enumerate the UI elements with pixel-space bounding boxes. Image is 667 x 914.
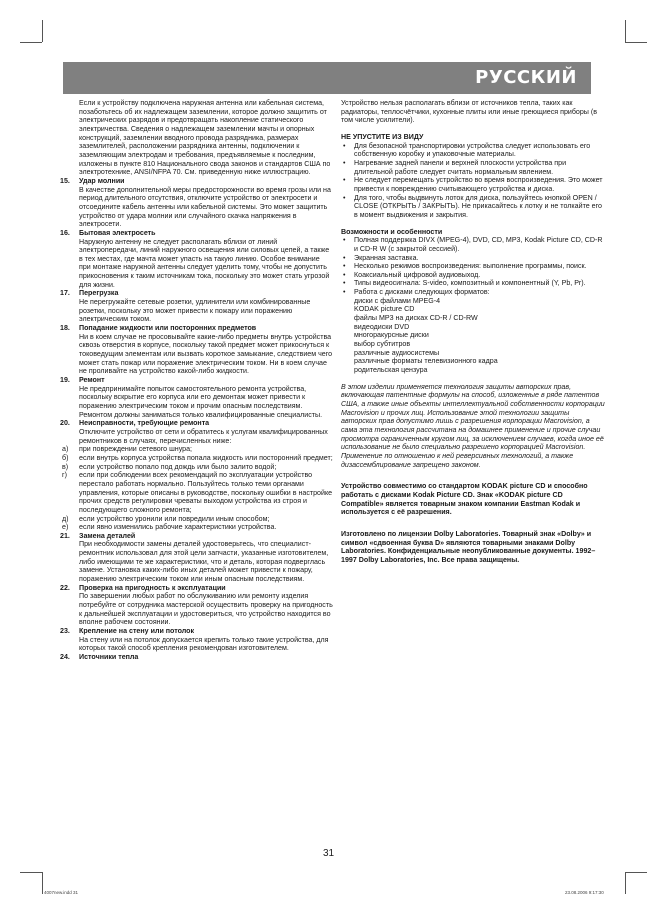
section-number: 23.: [60, 627, 70, 636]
list-item-text: если явно изменились рабочие характеристики устройства.: [79, 523, 277, 532]
heat-sources-continuation: Устройство нельзя располагать вблизи от источников тепла, таких как радиаторы, теплосчётчики, кухонные плиты или иные греющиеся приборы (в том числе усилители).: [341, 99, 598, 125]
section-22: [60, 584, 333, 627]
bullet-icon: •: [343, 141, 346, 150]
crop-mark: [625, 872, 647, 873]
bullet-item: [341, 236, 606, 253]
bullet-text: Нагревание задней панели и верхней плоскости устройства при длительной работе следует считать нормальным явлением.: [354, 158, 567, 176]
section-number: 20.: [60, 419, 70, 428]
section-number: 21.: [60, 531, 70, 540]
section-21: [60, 532, 333, 584]
section-text: Не перегружайте сетевые розетки, удлинители или комбинированные розетки, поскольку это может привести к пожару или поражению электрическим током.: [79, 298, 311, 324]
crop-mark: [20, 872, 42, 873]
list-item-text: если при соблюдении всех рекомендаций по эксплуатации устройство перестало работать нормально. Пользуйтесь только теми органами управления, которые описаны в руководстве, поскольку ошибки в настройке прочих средств регулировки чреваты выходом устройства из строя и последующего сложного ремонта;: [79, 471, 333, 514]
section-heading: Попадание жидкости или посторонних предметов: [79, 324, 257, 333]
list-item: [60, 523, 333, 532]
section-text: По завершении любых работ по обслуживанию или ремонту изделия потребуйте от сотрудника мастерской осуществить проверку на пригодность к дальнейшей эксплуатации и удостовериться, что устройство находится во вполне рабочем состоянии.: [79, 592, 333, 627]
forget-heading: НЕ УПУСТИТЕ ИЗ ВИДУ: [341, 132, 424, 141]
section-heading: Крепление на стену или потолок: [79, 627, 195, 636]
format-item: различные аудиосистемы: [354, 348, 440, 357]
bullet-icon: •: [343, 270, 346, 279]
section-number: 15.: [60, 176, 70, 185]
list-marker: в): [62, 462, 69, 471]
bullet-text: Работа с дисками следующих форматов:: [354, 288, 490, 297]
section-17: [60, 289, 333, 324]
section-15: [60, 177, 333, 229]
section-text: Не предпринимайте попыток самостоятельного ремонта устройства, поскольку вскрытие его корпуса или его демонтаж может привести к поражению электрическим током и прочим опасным последствиям. Ремонтом должны заниматься только квалифицированные специалисты.: [79, 384, 323, 419]
bullet-text: Для того, чтобы выдвинуть лоток для диска, пользуйтесь кнопкой OPEN / CLOSE (ОТКРЫТЬ / ЗАКРЫТЬ). Не прикасайтесь к лотку и не толкайте его в момент выдвижения и закрытия.: [354, 193, 602, 219]
language-title: РУССКИЙ: [475, 67, 577, 88]
list-item-text: если устройство попало под дождь или было залито водой;: [79, 462, 277, 471]
bullet-icon: •: [343, 176, 346, 185]
format-item: диски с файлами MPEG-4: [354, 296, 441, 305]
section-heading: Перегрузка: [79, 289, 119, 298]
section-number: 22.: [60, 583, 70, 592]
list-marker: е): [62, 523, 69, 532]
format-item: выбор субтитров: [354, 340, 411, 349]
list-item-text: при повреждении сетевого шнура;: [79, 445, 193, 454]
format-item: многоракурсные диски: [354, 331, 429, 340]
bullet-item: [341, 142, 606, 159]
section-23: [60, 627, 333, 653]
bullet-icon: •: [343, 193, 346, 202]
crop-mark: [625, 20, 626, 42]
list-marker: д): [62, 514, 69, 523]
list-item: [60, 471, 333, 514]
format-item: файлы MP3 на дисках CD-R / CD-RW: [354, 314, 478, 323]
section-text: При необходимости замены деталей удостоверьтесь, что специалист-ремонтник использовал для этой цели запчасти, указанные изготовителем, либо имеющими те же характеристики, что и деталь, которая подверглась замене. Установка каких-либо иных деталей может привести к пожару, поражению электрическим током или иным опасным последствиям.: [79, 540, 329, 584]
bullet-item: [341, 262, 606, 271]
right-column: [341, 99, 606, 565]
section-heading: Удар молнии: [79, 176, 125, 185]
format-item: родительская цензура: [354, 366, 428, 375]
list-item-text: если устройство уронили или повредили иным способом;: [79, 514, 270, 523]
section-heading: Бытовая электросеть: [79, 228, 156, 237]
language-banner: [63, 62, 591, 94]
format-item: видеодиски DVD: [354, 322, 410, 331]
section-24: [60, 653, 333, 662]
bullet-icon: •: [343, 279, 346, 288]
crop-mark: [625, 872, 626, 894]
section-number: 19.: [60, 376, 70, 384]
section-heading: Ремонт: [79, 376, 105, 384]
features-heading: Возможности и особенности: [341, 227, 443, 236]
section-18: [60, 324, 333, 376]
list-item: [60, 454, 333, 463]
section-heading: Замена деталей: [79, 531, 136, 540]
bullet-text: Полная поддержка DIVX (MPEG-4), DVD, CD, MP3, Kodak Picture CD, CD-R и CD-R W (с закрытой сессией).: [354, 236, 603, 253]
section-heading: Источники тепла: [79, 653, 139, 661]
bullet-text: Экранная заставка.: [354, 253, 419, 262]
list-marker: г): [62, 471, 67, 480]
page-number: 31: [323, 848, 335, 859]
bullet-item: [341, 288, 606, 297]
bullet-icon: •: [343, 262, 346, 271]
crop-mark: [42, 20, 43, 42]
list-marker: б): [62, 453, 69, 462]
antenna-grounding-paragraph: Если к устройству подключена наружная антенна или кабельная система, позаботьтесь об их надлежащем заземлении, которое должно защитить от электрических разрядов и предотвращать накопление статического электричества. Сведения о надлежащем заземлении мачты и опорных конструкций, заземлении вводного провода разрядника, размерах заземлителей, расположении разрядника антенны, подключении к заземляющим электродам и требования, предъявляемые к последним, изложены в пункте 810 Национального свода законов и стандартов США по электротехнике, ANSI/NFPA 70. См. приведенную ниже иллюстрацию.: [79, 99, 331, 177]
bullet-icon: •: [343, 236, 346, 245]
bullet-item: [341, 279, 606, 288]
bullet-item: [341, 176, 606, 193]
bullet-text: Не следует перемещать устройство во время воспроизведения. Это может привести к повреждению считывающего устройства и диска.: [354, 176, 603, 193]
macrovision-notice: В этом изделии применяется технология защиты авторских прав, включающая патентные формулы на способ, изложенные в ряде патентов США, а также иные объекты интеллектуальной собственности корпорации Macrovision и прочих лиц. Использование этой технологии защиты авторских прав допустимо лишь с разрешения корпорации Macrovision, а сама эта технология рассчитана на домашнее применение и прочие случаи просмотра ограниченным кругом лиц, за исключением случаев, когда иное её использование не было специально разрешено корпорацией Macrovision. Применение по отношению к ней реверсивных технологий, а также дизассемблирование запрещено законом.: [341, 382, 605, 469]
footer-file-info: 4007new.indd 31: [44, 890, 79, 895]
bullet-icon: •: [343, 288, 346, 297]
section-16: [60, 229, 333, 290]
crop-mark: [42, 872, 43, 894]
section-text: Наружную антенну не следует располагать вблизи от линий электропередачи, линий наружного освещения или силовых цепей, а также в тех местах, где мачта может упасть на такую линию. Особое внимание при монтаже наружной антенны следует уделить тому, чтобы не допустить прикосновения к таким источникам тока, поскольку это может стать угрозой для жизни.: [79, 237, 330, 289]
section-text: В качестве дополнительной меры предосторожности во время грозы или на период длительного отсутствия, отключите устройство от электросети и отсоедините кабель антенны или кабельной системы. Это может защитить устройство от удара молнии или случайного скачка напряжения в электросети.: [79, 185, 331, 229]
bullet-text: Несколько режимов воспроизведения: выполнение программы, поиск.: [354, 262, 587, 271]
bullet-item: [341, 159, 606, 176]
section-heading: Проверка на пригодность к эксплуатации: [79, 583, 226, 592]
section-number: 16.: [60, 228, 70, 237]
left-column: [60, 99, 333, 662]
crop-mark: [625, 42, 647, 43]
kodak-notice: Устройство совместимо со стандартом KODAK picture CD и способно работать с дисками Kodak Picture CD. Знак «KODAK picture CD Compatible» является товарным знаком компании Eastman Kodak и используется с её разрешения.: [341, 482, 588, 517]
bullet-icon: •: [343, 158, 346, 167]
bullet-text: Типы видеосигнала: S-video, композитный и компонентный (Y, Pb, Pr).: [354, 279, 586, 288]
section-heading: Неисправности, требующие ремонта: [79, 419, 210, 428]
section-text: На стену или на потолок допускается крепить только такие устройства, для которых такой способ крепления рекомендован изготовителем.: [79, 635, 329, 653]
dolby-notice: Изготовлено по лицензии Dolby Laboratories. Товарный знак «Dolby» и символ «сдвоенная буква D» являются товарными знаками Dolby Laboratories. Конфиденциальные неопубликованные документы. 1992–1997 Dolby Laboratories, Inc. Все права защищены.: [341, 529, 596, 564]
bullet-icon: •: [343, 253, 346, 262]
list-item: [60, 463, 333, 472]
format-item: KODAK picture CD: [354, 305, 415, 314]
section-number: 18.: [60, 324, 70, 333]
bullet-item: [341, 194, 606, 220]
crop-mark: [20, 42, 42, 43]
section-number: 24.: [60, 653, 70, 661]
footer-timestamp: 23.08.2006 9:17:30: [565, 890, 604, 895]
bullet-item: [341, 254, 606, 263]
section-number: 17.: [60, 289, 70, 298]
list-item-text: если внутрь корпуса устройства попала жидкость или посторонний предмет;: [79, 453, 333, 462]
section-text: Ни в коем случае не просовывайте какие-либо предметы внутрь устройства сквозь отверстия в корпусе, поскольку такой предмет может прикоснуться к токоведущим элементам или вызвать короткое замыкание, следствием чего может стать пожар или поражение электрическим током. Ни в коем случае не проливайте на устройство какой-либо жидкости.: [79, 332, 333, 376]
bullet-item: [341, 271, 606, 280]
section-19: [60, 376, 333, 419]
list-item: [60, 515, 333, 524]
format-item: различные форматы телевизионного кадра: [354, 357, 498, 366]
bullet-text: Коаксиальный цифровой аудиовыход.: [354, 270, 481, 279]
section-text: Отключите устройство от сети и обратитесь к услугам квалифицированных ремонтников в случаях, перечисленных ниже:: [79, 427, 328, 445]
bullet-text: Для безопасной транспортировки устройства следует использовать его собственную коробку и упаковочные материалы.: [354, 141, 591, 159]
list-marker: а): [62, 445, 69, 454]
section-20: [60, 419, 333, 445]
list-item: [60, 445, 333, 454]
